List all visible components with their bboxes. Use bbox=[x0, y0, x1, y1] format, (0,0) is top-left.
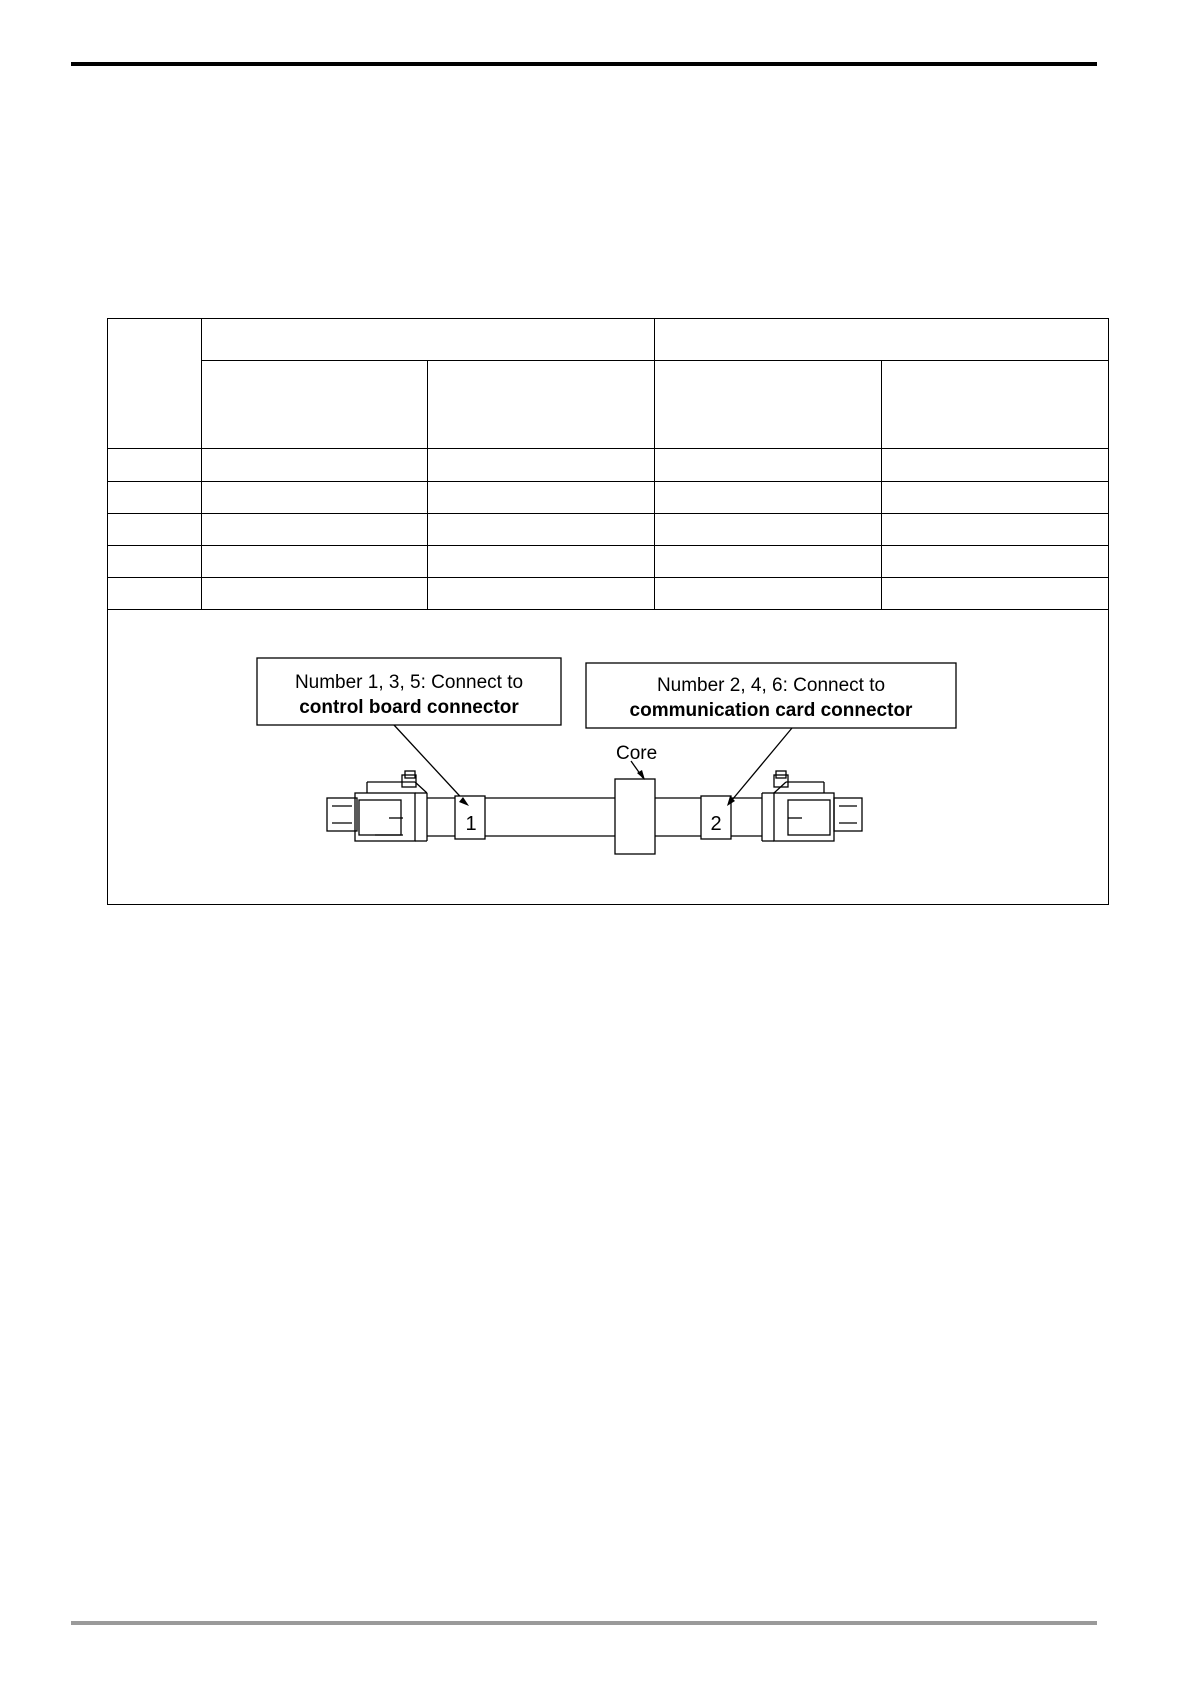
right-callout-line2: communication card connector bbox=[629, 700, 913, 721]
core bbox=[615, 779, 655, 854]
table-row-divider bbox=[107, 609, 1109, 610]
right-tag-label: 2 bbox=[710, 813, 722, 835]
right-leader-line bbox=[727, 728, 792, 806]
core-label: Core bbox=[616, 743, 658, 764]
right-connector bbox=[762, 771, 862, 841]
table-col-divider bbox=[201, 318, 202, 609]
table-row-divider bbox=[107, 513, 1109, 514]
left-callout-line1: Number 1, 3, 5: Connect to bbox=[294, 672, 524, 693]
cable-diagram bbox=[107, 643, 1109, 905]
table-row-divider bbox=[107, 448, 1109, 449]
left-connector bbox=[327, 771, 427, 841]
left-callout-line2: control board connector bbox=[299, 697, 519, 718]
table-row-divider bbox=[107, 545, 1109, 546]
table-border-top bbox=[107, 318, 1109, 319]
left-tag-label: 1 bbox=[465, 813, 477, 835]
header-rule bbox=[71, 62, 1097, 66]
table-col-divider bbox=[427, 360, 428, 609]
table-col-divider bbox=[881, 360, 882, 609]
table-row-divider bbox=[107, 577, 1109, 578]
table-row-divider bbox=[107, 481, 1109, 482]
table-col-divider bbox=[654, 318, 655, 609]
right-callout-line1: Number 2, 4, 6: Connect to bbox=[656, 675, 886, 696]
cable-illustration bbox=[107, 643, 1109, 905]
left-leader-line bbox=[394, 725, 469, 806]
footer-rule bbox=[71, 1621, 1097, 1625]
table-header-divider bbox=[201, 360, 1109, 361]
